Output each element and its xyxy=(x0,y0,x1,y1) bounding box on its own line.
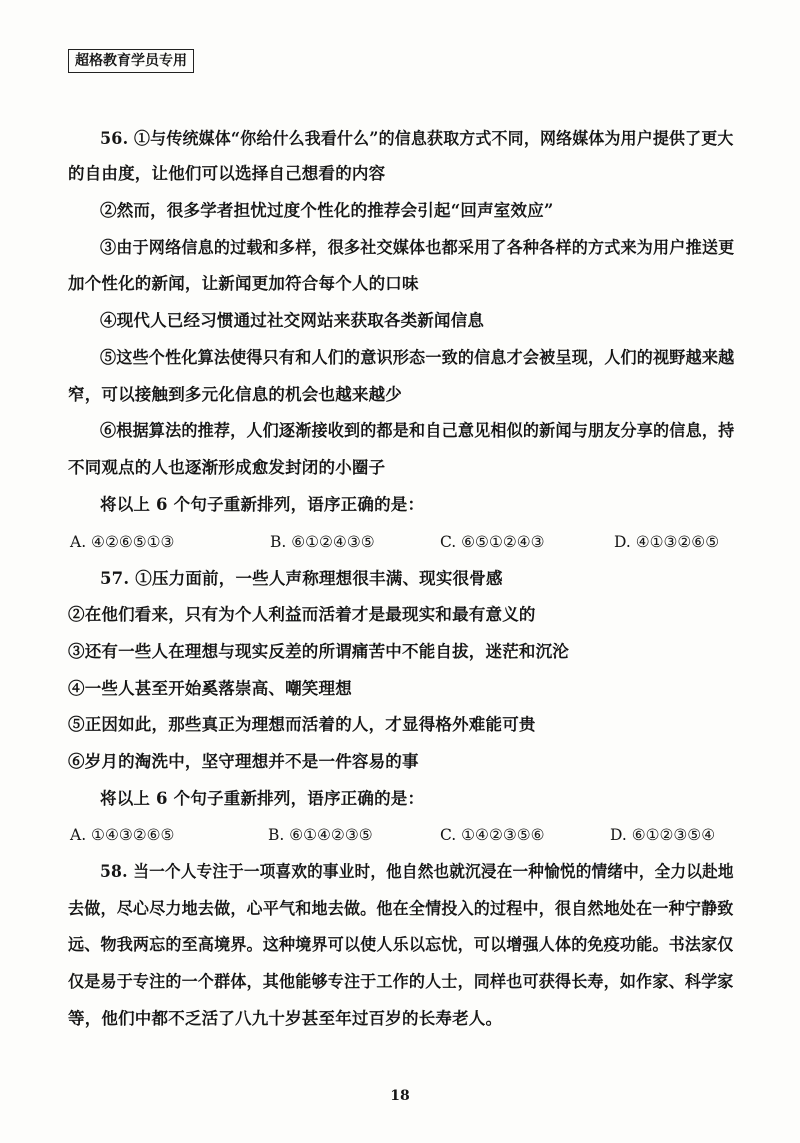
q56-option-b: B. ⑥①②④③⑤ xyxy=(270,533,375,551)
q56-prompt: 将以上 6 个句子重新排列，语序正确的是： xyxy=(100,495,425,514)
q57-option-b: B. ⑥①④②③⑤ xyxy=(268,826,373,844)
q57-sentence-2: ②在他们看来，只有为个人利益而活着才是最现实和最有意义的 xyxy=(68,605,536,624)
q56-sentence-5a: ⑤这些个性化算法使得只有和人们的意识形态一致的信息才会被呈现，人们的视野越来越 xyxy=(100,348,735,367)
q58-line-3: 远、物我两忘的至高境界。这种境界可以使人乐以忘忧，可以增强人体的免疫功能。书法家仅 xyxy=(68,935,734,954)
page-number: 18 xyxy=(390,1088,410,1104)
q57-option-c: C. ①④②③⑤⑥ xyxy=(440,826,545,844)
q56-sentence-2: ②然而，很多学者担忧过度个性化的推荐会引起“回声室效应” xyxy=(100,201,554,220)
q56-sentence-1a: 56. ①与传统媒体“你给什么我看什么”的信息获取方式不同，网络媒体为用户提供了更大 xyxy=(100,129,734,148)
q56-option-c: C. ⑥⑤①②④③ xyxy=(440,533,545,551)
q58-line-2: 去做，尽心尽力地去做，心平气和地去做。他在全情投入的过程中，很自然地处在一种宁静致 xyxy=(68,899,734,918)
q56-sentence-6b: 不同观点的人也逐渐形成愈发封闭的小圈子 xyxy=(68,458,386,477)
q56-sentence-3a: ③由于网络信息的过载和多样，很多社交媒体也都采用了各种各样的方式来为用户推送更 xyxy=(100,238,735,257)
q57-sentence-3: ③还有一些人在理想与现实反差的所谓痛苦中不能自拔，迷茫和沉沦 xyxy=(68,642,569,661)
q57-sentence-4: ④一些人甚至开始奚落崇高、嘲笑理想 xyxy=(68,679,352,698)
q57-option-d: D. ⑥①②③⑤④ xyxy=(610,826,716,844)
q56-sentence-1b: 的自由度，让他们可以选择自己想看的内容 xyxy=(68,164,386,183)
header-label: 超格教育学员专用 xyxy=(68,49,194,73)
q56-sentence-6a: ⑥根据算法的推荐，人们逐渐接收到的都是和自己意见相似的新闻与朋友分享的信息，持 xyxy=(100,421,735,440)
q58-line-1: 58. 当一个人专注于一项喜欢的事业时，他自然也就沉浸在一种愉悦的情绪中，全力以赴地 xyxy=(100,862,734,881)
q56-option-d: D. ④①③②⑥⑤ xyxy=(614,533,720,551)
q57-option-a: A. ①④③②⑥⑤ xyxy=(70,826,175,844)
q57-prompt: 将以上 6 个句子重新排列，语序正确的是： xyxy=(100,789,425,808)
q57-sentence-5: ⑤正因如此，那些真正为理想而活着的人，才显得格外难能可贵 xyxy=(68,715,536,734)
q56-sentence-3b: 加个性化的新闻，让新闻更加符合每个人的口味 xyxy=(68,274,419,293)
q58-line-4: 仅是易于专注的一个群体，其他能够专注于工作的人士，同样也可获得长寿，如作家、科学家 xyxy=(68,972,734,991)
q58-line-5: 等，他们中都不乏活了八九十岁甚至年过百岁的长寿老人。 xyxy=(68,1009,503,1028)
q56-sentence-4: ④现代人已经习惯通过社交网站来获取各类新闻信息 xyxy=(100,311,485,330)
q57-sentence-6: ⑥岁月的淘洗中，坚守理想并不是一件容易的事 xyxy=(68,752,419,771)
q56-sentence-5b: 窄，可以接触到多元化信息的机会也越来越少 xyxy=(68,385,402,404)
q56-option-a: A. ④②⑥⑤①③ xyxy=(70,533,175,551)
q57-sentence-1: 57. ①压力面前，一些人声称理想很丰满、现实很骨感 xyxy=(100,569,503,588)
